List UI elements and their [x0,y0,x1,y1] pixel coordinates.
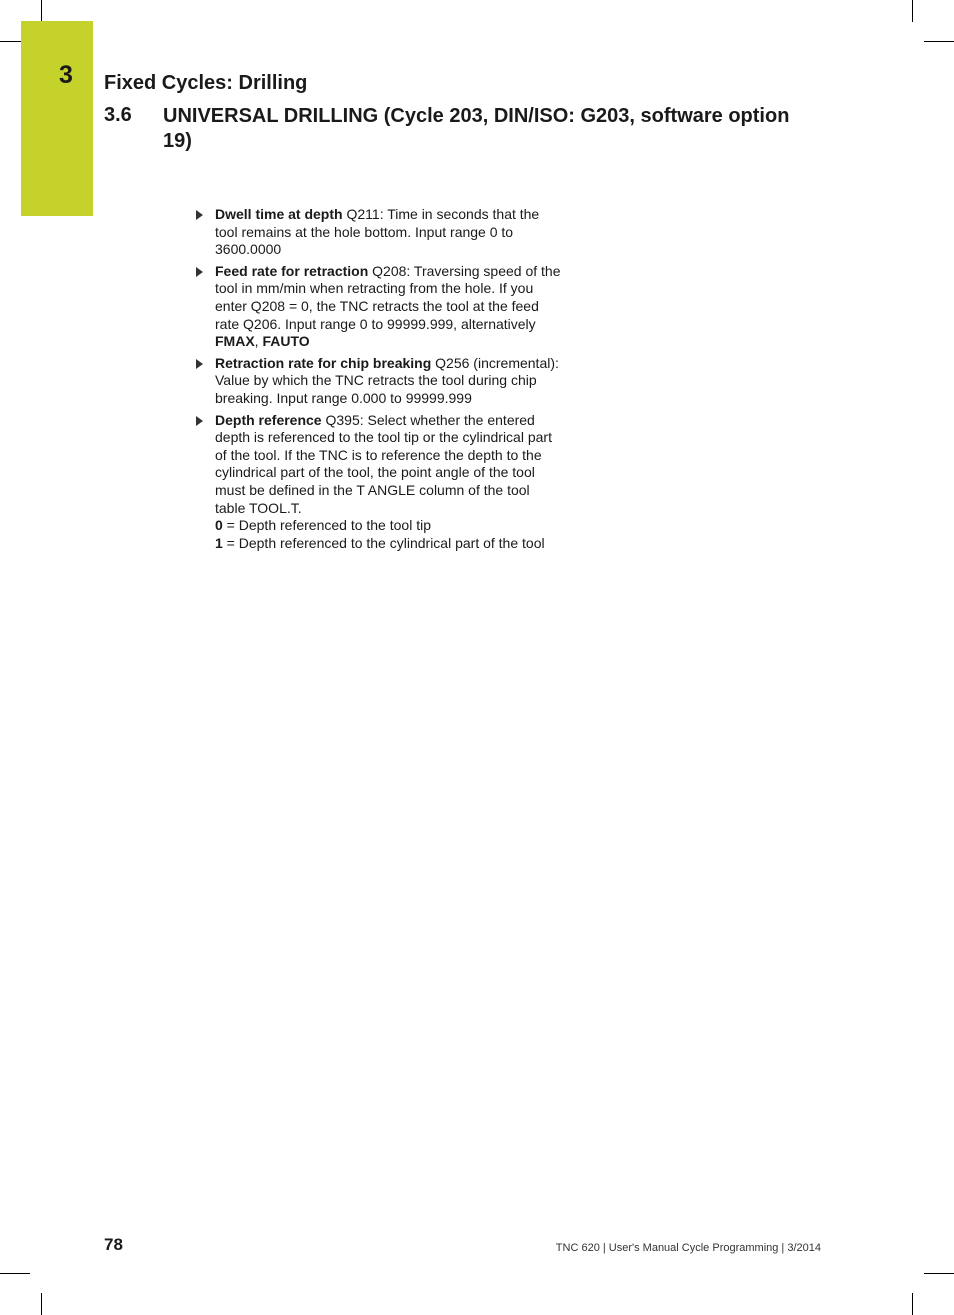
param-description: (incremental): Value by which the TNC retracts the tool during chip breaking. Input range 0.000 to 99999.999 [215,354,559,406]
bullet-triangle-icon [196,210,203,220]
crop-mark [41,0,42,22]
crop-mark [41,1293,42,1315]
list-item [196,206,561,259]
param-code: Q395 [325,411,360,428]
list-item [196,412,561,553]
crop-mark [924,1273,954,1274]
section-number: 3.6 [104,104,132,126]
param-code: Q208 [372,262,407,279]
param-name: Dwell time at depth [215,206,343,222]
param-description: : Select whether the entered depth is referenced to the tool tip or the cylindrical part of the tool. If the TNC is to reference the depth to the cylindrical part of the tool, the point angle of the tool must be defined in the T ANGLE column of the tool table TOOL.T. [215,411,552,516]
option-key: 1 [215,534,223,551]
crop-mark [912,1293,913,1315]
param-separator: , [254,333,263,350]
param-option-line [215,517,561,535]
crop-mark [912,0,913,22]
crop-mark [0,1273,30,1274]
param-name: Feed rate for retraction [215,262,369,279]
param-description: : Time in seconds that the tool remains at the hole bottom. Input range 0 to 3600.0000 [215,206,540,258]
param-name: Depth reference [215,411,322,428]
param-option: FAUTO [262,333,310,350]
chapter-number: 3 [59,61,73,89]
param-code: Q256 [435,354,470,371]
option-text: = Depth referenced to the cylindrical part of the tool [222,534,545,551]
chapter-tab [21,21,93,216]
page-number: 78 [104,1235,123,1254]
bullet-triangle-icon [196,359,203,369]
param-option: FMAX [215,333,255,350]
bullet-triangle-icon [196,416,203,426]
section-title: UNIVERSAL DRILLING (Cycle 203, DIN/ISO: G203, software option 19) [163,105,790,152]
bullet-triangle-icon [196,267,203,277]
param-code: Q211 [346,206,380,222]
list-item [196,263,561,351]
param-option-line [215,535,561,553]
footer-text: TNC 620 | User's Manual Cycle Programming | 3/2014 [555,1242,821,1254]
option-text: = Depth referenced to the tool tip [222,517,431,534]
list-item [196,355,561,408]
crop-mark [924,41,954,42]
parameter-list [196,206,561,556]
chapter-title: Fixed Cycles: Drilling [104,72,308,94]
option-key: 0 [215,517,223,534]
param-name: Retraction rate for chip breaking [215,354,432,371]
param-description: : Traversing speed of the tool in mm/min when retracting from the hole. If you enter Q208 = 0, the TNC retracts the tool at the feed rate Q206. Input range 0 to 99999.999, alternatively [215,262,561,332]
